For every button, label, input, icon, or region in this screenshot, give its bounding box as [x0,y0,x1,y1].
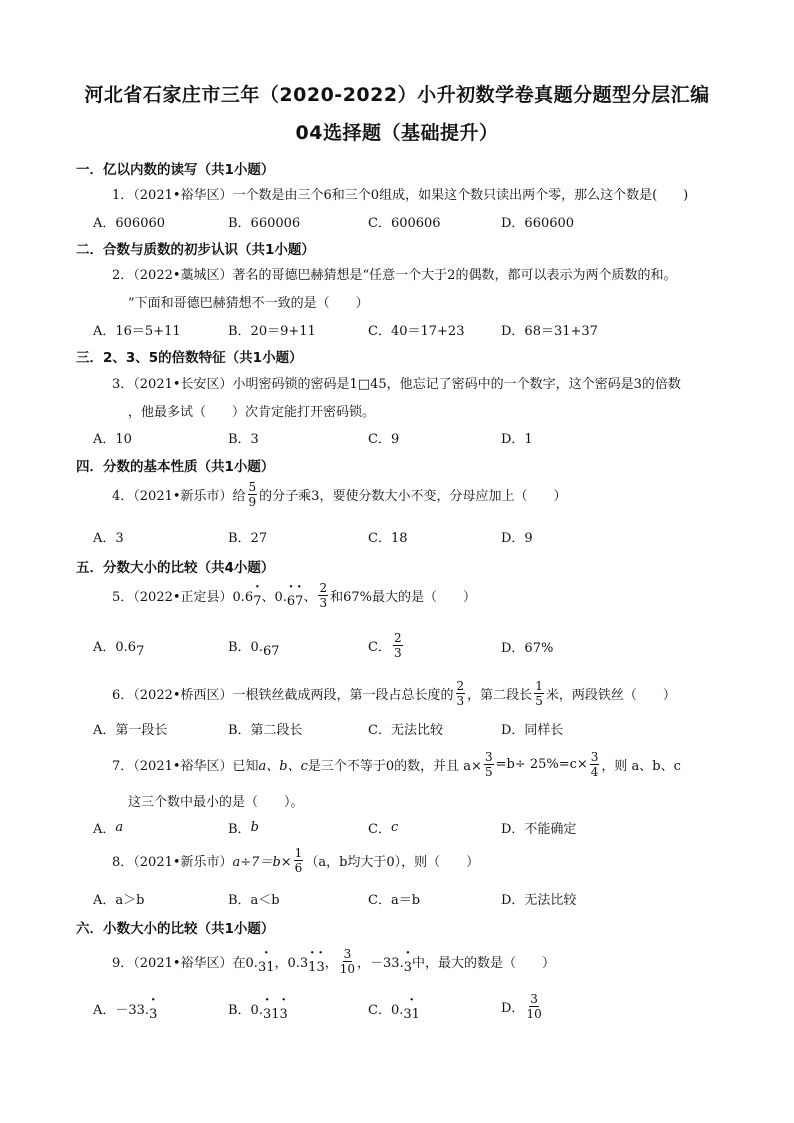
q2-option-d[interactable]: D．68＝31+37 [501,324,598,339]
q6-fraction-1 [456,680,466,707]
q9-repeating-3: · 3 [404,960,412,975]
q6-option-b[interactable]: B．第二段长 [228,723,303,738]
q7-option-b[interactable] [228,818,259,837]
q5-fraction-numerator: 2 [319,581,328,595]
document-title: 河北省石家庄市三年（2020-2022）小升初数学卷真题分题型分层汇编 [84,84,710,106]
question-7-text-line1 [112,751,681,778]
q8-fraction-denominator: 6 [294,861,303,875]
q7-option-b-label: B． [228,822,251,837]
q6-fraction-2 [534,680,544,707]
q4-option-a[interactable]: A．3 [93,531,124,546]
question-6-text [112,680,676,707]
q7-fraction-2-numerator: 3 [590,750,599,764]
q4-fraction-numerator: 5 [248,480,257,494]
question-8-text [112,847,479,874]
q5-option-c-numerator: 2 [393,631,402,645]
q6-option-c[interactable]: C．无法比较 [368,723,443,738]
q9-suffix: 中，最大的数是（ ） [412,956,556,971]
q6-option-a[interactable]: A．第一段长 [93,723,168,738]
q7-mid-2: =b÷ 25%=c× [495,757,588,772]
q9-option-a-prefix: A．－33. [93,1003,150,1018]
q9-option-b[interactable] [228,999,288,1022]
q5-option-c-prefix: C． [368,640,391,655]
question-3-text-line1: 3．（2021•长安区）小明密码锁的密码是1□45，他忘记了密码中的一个数字，这个密码是3的倍数 [112,377,681,392]
q8-option-a[interactable]: A．a＞b [93,893,145,908]
q5-option-b-repeat: 67 [262,644,280,659]
q9-option-d[interactable] [501,993,544,1020]
q5-option-c-fraction [393,632,403,659]
section-heading-4: 四．分数的基本性质（共1小题） [76,459,275,475]
q7-fraction-1-denominator: 5 [484,765,493,779]
q7-option-b-value: b [250,820,259,835]
q1-option-a[interactable]: A．606060 [93,216,166,231]
q9-prefix: 9．（2021•裕华区）在0. [112,956,258,971]
q2-option-b[interactable]: B．20＝9+11 [228,324,316,339]
q8-option-c[interactable]: C．a＝b [368,893,421,908]
q7-fraction-1 [484,751,494,778]
q3-option-c[interactable]: C．9 [368,432,400,447]
q4-fraction-denominator: 9 [248,495,257,509]
q9-repeating-1: · 31 [258,960,275,975]
q4-fraction [248,481,258,508]
q9-option-c-repeat: · 31 [403,1007,420,1022]
q8-option-d[interactable]: D．无法比较 [501,893,577,908]
q6-fraction-2-denominator: 5 [535,694,543,708]
q5-option-c[interactable] [368,632,405,659]
q7-option-a-label: A． [93,822,116,837]
q5-repeating-digit-1: · 7 [253,594,261,609]
q8-option-b[interactable]: B．a＜b [228,893,280,908]
q5-mid-2: 、 [303,590,317,605]
q7-mid: 是三个不等于0的数，并且 a× [307,759,482,774]
q7-prefix: 7．（2021•裕华区）已知 [112,759,259,774]
q7-fraction-1-numerator: 3 [484,750,493,764]
q9-fraction [340,948,355,975]
q9-mid-3: ，－33. [357,956,404,971]
q9-option-d-fraction [526,993,541,1020]
q9-fraction-numerator: 3 [343,947,352,961]
question-1-text: 1．（2021•裕华区）一个数是由三个6和三个0组成，如果这个数只读出两个零，那么这个数是( ) [112,188,689,203]
q9-option-c-prefix: C．0. [368,1003,404,1018]
q9-option-d-denominator: 10 [526,1007,542,1021]
q6-option-d[interactable]: D．同样长 [501,723,564,738]
q7-suffix: ，则 a、b、c [601,759,681,774]
question-9-text [112,948,555,975]
section-heading-2: 二．合数与质数的初步认识（共1小题） [76,242,315,258]
q4-option-c[interactable]: C．18 [368,531,408,546]
q6-suffix: 米，两段铁丝（ ） [545,688,676,703]
q7-option-d[interactable]: D．不能确定 [501,822,577,837]
question-2-text-line2: ”下面和哥德巴赫猜想不一致的是（ ） [128,296,369,311]
section-heading-5: 五．分数大小的比较（共4小题） [76,560,275,576]
q5-option-a-repeat: 7 [136,644,145,659]
q9-fraction-denominator: 10 [339,962,356,976]
q7-option-c-label: C． [368,822,391,837]
q9-mid-2: ， [324,956,338,971]
q7-variables: a、b、c [258,759,308,774]
q8-fraction [294,847,304,874]
q9-option-b-repeat-1: · 3 [263,1007,271,1022]
q8-fraction-numerator: 1 [294,846,303,860]
q5-option-a-prefix: A．0.6 [93,640,137,655]
q7-fraction-2-denominator: 4 [590,765,599,779]
q7-option-a[interactable] [93,818,123,837]
q9-repeating-2b: · 3 [316,960,324,975]
q7-option-c-value: c [390,820,399,835]
q3-option-d[interactable]: D．1 [501,432,533,447]
q8-expression: a÷7＝b× [232,855,292,870]
q1-option-d[interactable]: D．660600 [501,216,575,231]
q5-option-b[interactable] [228,636,280,659]
q5-option-d[interactable]: D．67% [501,641,554,656]
q5-repeating-digit-2b: · 7 [295,594,303,609]
q9-option-a[interactable] [93,999,158,1022]
q6-fraction-1-denominator: 3 [456,694,465,708]
q3-option-a[interactable]: A．10 [93,432,132,447]
q9-option-b-prefix: B．0. [228,1003,263,1018]
q5-fraction-denominator: 3 [319,596,328,610]
q4-option-d[interactable]: D．9 [501,531,533,546]
q9-option-c[interactable] [368,999,420,1022]
section-heading-1: 一．亿以内数的读写（共1小题） [76,162,275,178]
question-4-text [112,481,566,508]
q7-option-a-value: a [115,820,124,835]
q5-repeating-digit-2a: · 6 [287,594,295,609]
q6-fraction-2-numerator: 1 [535,679,543,693]
q8-suffix: （a，b均大于0），则（ ） [305,855,480,870]
q7-fraction-2 [590,751,600,778]
section-heading-6: 六．小数大小的比较（共1小题） [76,921,275,937]
q9-option-b-mid: 1 [271,1007,280,1022]
question-5-text [112,582,476,609]
question-7-text-line2: 这三个数中最小的是（ ）。 [128,795,304,810]
q4-option-b[interactable]: B．27 [228,531,268,546]
q9-option-a-repeat: · 3 [149,1007,157,1022]
q9-option-d-prefix: D． [501,1001,525,1016]
q6-fraction-1-numerator: 2 [456,679,465,693]
q6-prefix: 6．（2022•桥西区）一根铁丝截成两段，第一段占总长度的 [112,688,454,703]
q5-prefix: 5．（2022•正定县）0.6 [112,590,254,605]
q9-option-d-numerator: 3 [530,992,538,1006]
question-3-text-line2: ，他最多试（ ）次肯定能打开密码锁。 [128,405,376,420]
q1-option-c[interactable]: C．600606 [368,216,441,231]
q2-option-a[interactable]: A．16＝5+11 [93,324,181,339]
q5-mid-1: 、0. [261,590,287,605]
q5-option-a[interactable] [93,636,145,659]
q3-option-b[interactable]: B．3 [228,432,259,447]
question-2-text-line1: 2．（2022•藁城区）著名的哥德巴赫猜想是“任意一个大于2的偶数，都可以表示为两个质数的和。 [112,268,677,283]
q1-option-b[interactable]: B．660006 [228,216,301,231]
q9-mid-1: ，0.3 [274,956,309,971]
q9-option-b-repeat-2: · 3 [280,1007,288,1022]
q5-suffix: 和67%最大的是（ ） [330,590,477,605]
q5-option-b-prefix: B．0. [228,640,263,655]
q4-suffix: 的分子乘3，要使分数大小不变，分母应加上（ ） [259,489,567,504]
q7-option-c[interactable] [368,818,398,837]
document-subtitle: 04选择题（基础提升） [295,122,499,144]
q5-fraction [318,582,328,609]
q4-prefix: 4．（2021•新乐市）给 [112,489,246,504]
q5-option-c-denominator: 3 [393,646,402,660]
q6-mid: ，第二段长 [467,688,533,703]
q8-prefix: 8．（2021•新乐市） [112,855,233,870]
section-heading-3: 三．2、3、5的倍数特征（共1小题） [76,350,303,366]
q2-option-c[interactable]: C．40＝17+23 [368,324,465,339]
q9-repeating-2a: · 1 [308,960,316,975]
